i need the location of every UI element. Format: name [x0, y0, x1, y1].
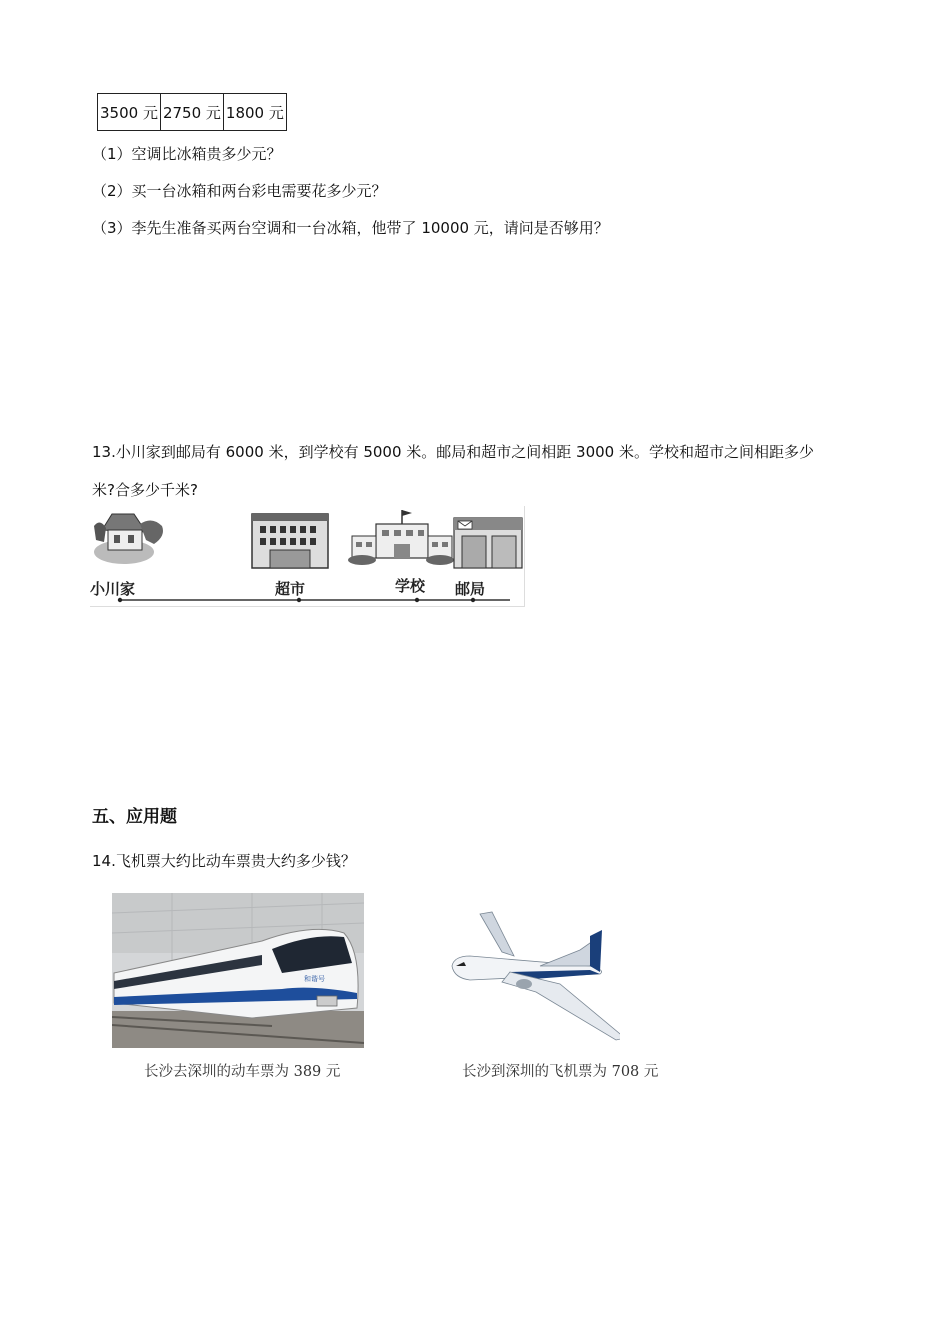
- label-supermarket: 超市: [275, 580, 306, 598]
- label-school: 学校: [395, 577, 426, 595]
- train-image: [112, 893, 364, 1048]
- q13-text-line1: 13.小川家到邮局有 6000 米，到学校有 5000 米。邮局和超市之间相距 3000 米。学校和超市之间相距多少: [92, 443, 814, 461]
- house-icon: [94, 514, 163, 564]
- route-point-school: [415, 598, 419, 602]
- q14-text: 14.飞机票大约比动车票贵大约多少钱？: [92, 852, 356, 870]
- q12-sub2: （2）买一台冰箱和两台彩电需要花多少元？: [92, 182, 387, 200]
- airplane-icon: [440, 900, 620, 1045]
- svg-text:和谐号: 和谐号: [304, 975, 325, 983]
- price-cell-fridge: 2750 元: [160, 94, 223, 131]
- q12-sub3: （3）李先生准备买两台空调和一台冰箱，他带了 10000 元，请问是否够用？: [92, 219, 609, 237]
- post-office-building-icon: [454, 518, 522, 568]
- label-post-office: 邮局: [455, 580, 486, 598]
- price-cell-ac: 3500 元: [98, 94, 161, 131]
- q13-text-line2: 米?合多少千米?: [92, 481, 198, 499]
- label-home: 小川家: [90, 580, 136, 598]
- price-table: [97, 93, 287, 131]
- school-building-icon: [348, 510, 454, 565]
- plane-caption: 长沙到深圳的飞机票为 708 元: [462, 1064, 659, 1080]
- train-caption: 长沙去深圳的动车票为 389 元: [144, 1064, 341, 1080]
- price-row: [98, 94, 287, 131]
- section-title: 五、应用题: [92, 807, 177, 827]
- train-photo: [112, 893, 364, 1048]
- supermarket-building-icon: [252, 514, 328, 568]
- route-figure: [90, 506, 525, 607]
- plane-photo: [440, 900, 620, 1045]
- q12-sub1: （1）空调比冰箱贵多少元？: [92, 145, 282, 163]
- price-cell-tv: 1800 元: [223, 94, 286, 131]
